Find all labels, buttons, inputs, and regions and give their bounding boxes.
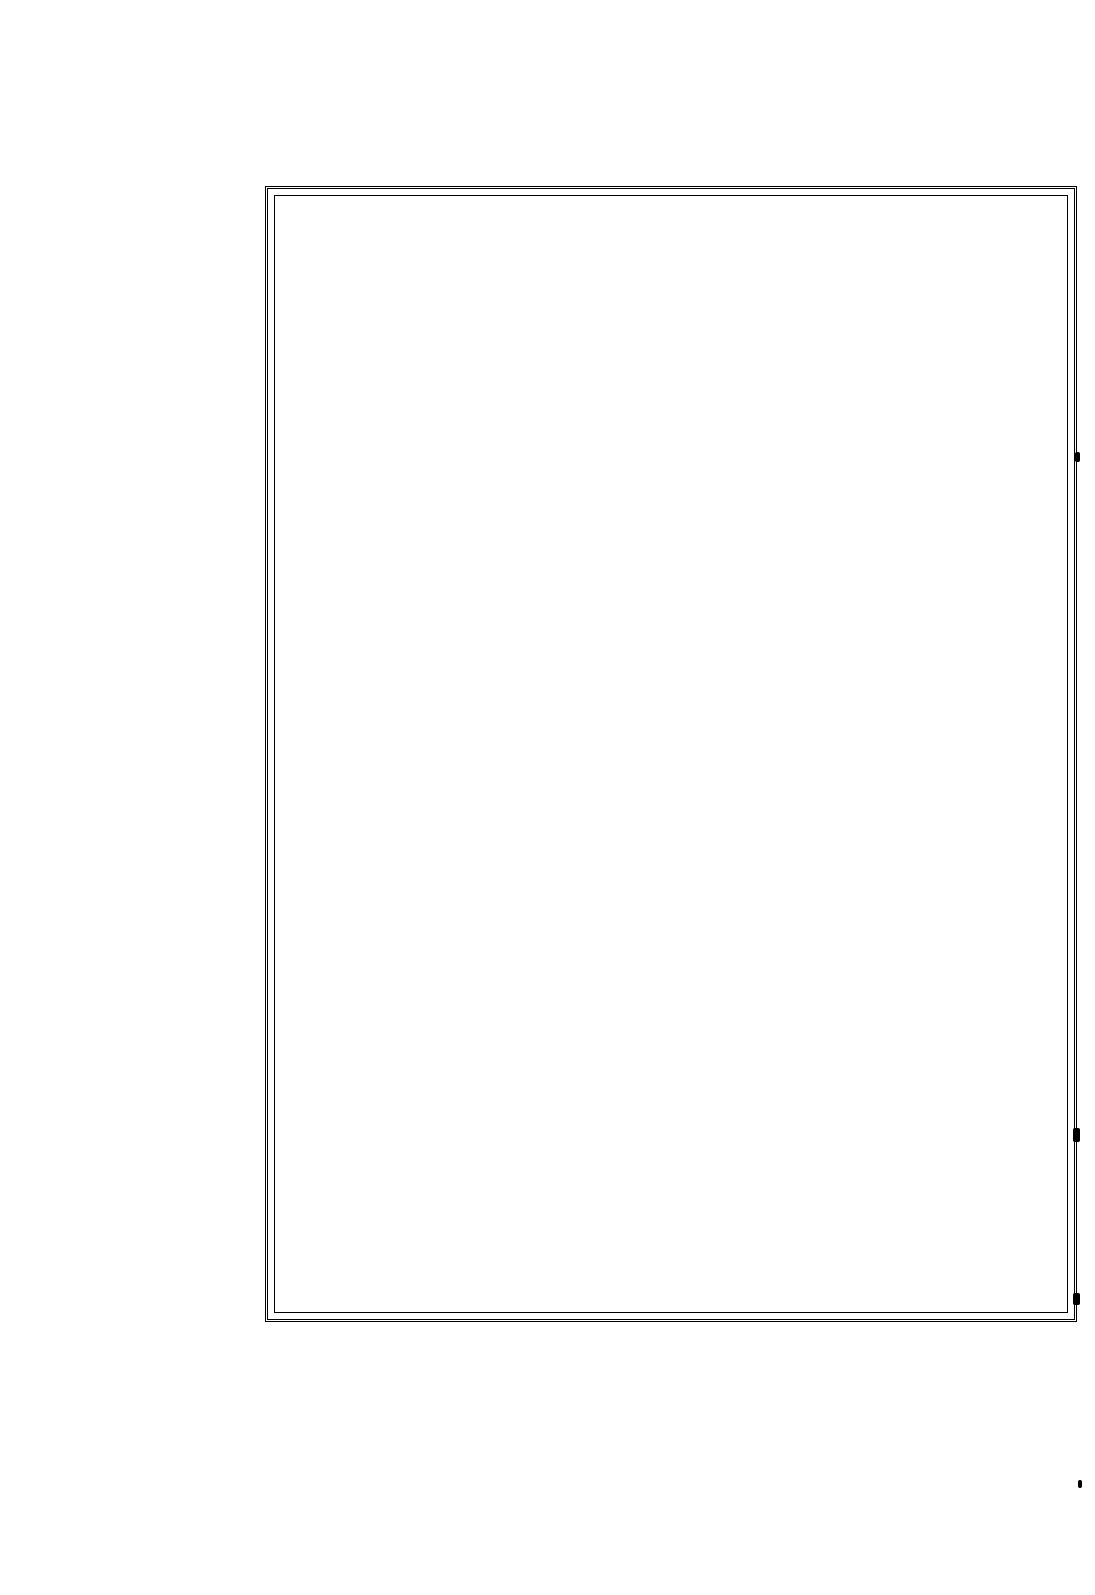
scan-mark <box>1078 1480 1082 1488</box>
main-text-frame <box>265 186 1077 1322</box>
scan-mark <box>1073 1128 1080 1142</box>
scan-mark <box>1073 1293 1080 1305</box>
scan-mark <box>1075 452 1080 462</box>
